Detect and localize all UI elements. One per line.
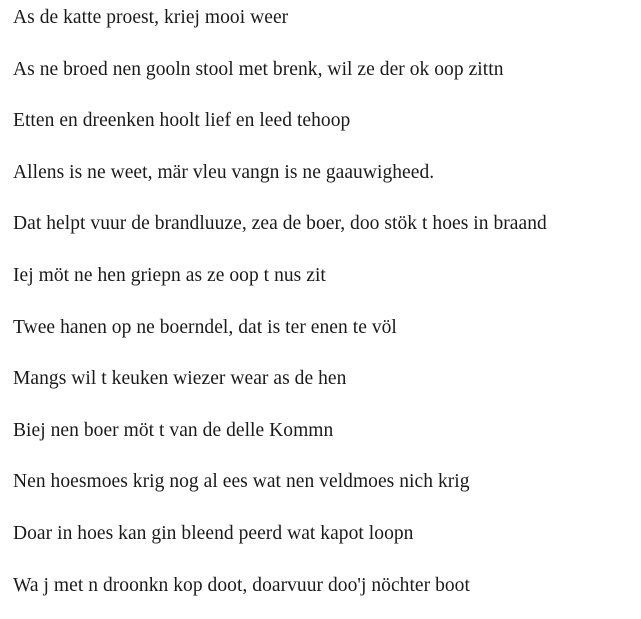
proverb-line: As de katte proest, kriej mooi weer — [13, 7, 289, 28]
proverb-line: Iej möt ne hen griepn as ze oop t nus zit — [13, 264, 326, 286]
proverb-line: Etten en dreenken hoolt lief en leed tehoop — [13, 110, 351, 132]
proverb-line: Mangs wil t keuken wiezer wear as de hen — [13, 368, 347, 390]
proverb-line: As ne broed nen gooln stool met brenk, wil ze der ok oop zittn — [13, 58, 504, 80]
proverb-list — [13, 0, 639, 619]
proverb-line: Nen hoesmoes krig nog al ees wat nen veldmoes nich krig — [13, 471, 470, 493]
proverb-line: Biej nen boer möt t van de delle Kommn — [13, 419, 334, 441]
proverb-line: Twee hanen op ne boerndel, dat is ter enen te völ — [13, 316, 397, 338]
proverb-line: Allens is ne weet, mär vleu vangn is ne gaauwigheed. — [13, 161, 435, 183]
proverb-line: Doar in hoes kan gin bleend peerd wat kapot loopn — [13, 522, 414, 544]
proverb-line: Wa j met n droonkn kop doot, doarvuur doo'j nöchter boot — [13, 574, 470, 596]
proverb-line: Dat helpt vuur de brandluuze, zea de boer, doo stök t hoes in braand — [13, 213, 547, 235]
